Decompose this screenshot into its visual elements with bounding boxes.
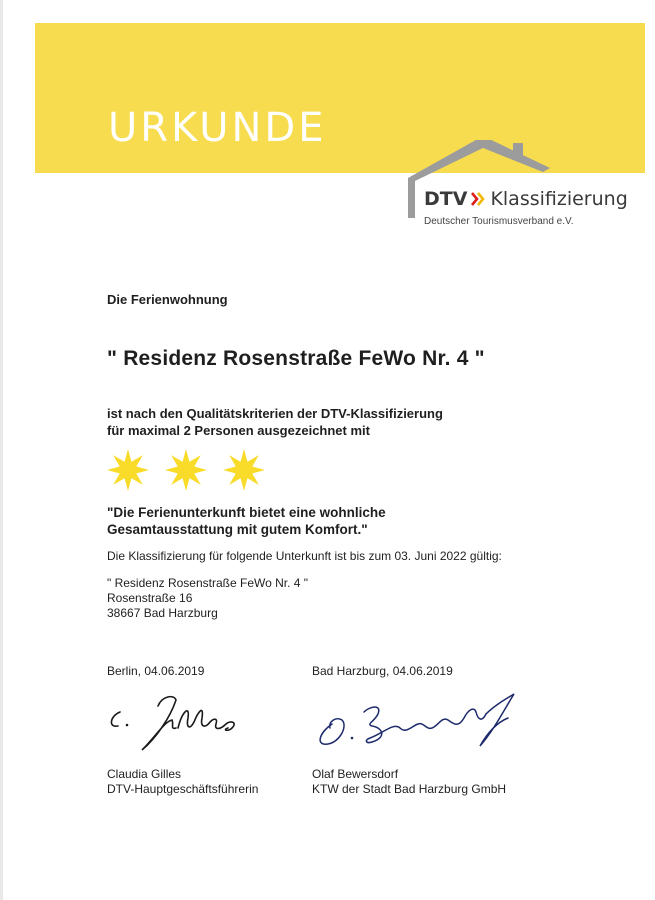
address-name: " Residenz Rosenstraße FeWo Nr. 4 " [107, 576, 309, 590]
scan-edge [0, 0, 3, 900]
star-rating [106, 448, 266, 492]
criteria-text [107, 405, 443, 439]
signer-bewersdorf [312, 767, 506, 797]
star-icon [222, 448, 266, 492]
chevrons-icon [470, 191, 486, 207]
signer-name: Olaf Bewersdorf [312, 767, 399, 781]
property-address [107, 576, 308, 621]
signature-bewersdorf [308, 688, 528, 758]
star-icon [164, 448, 208, 492]
address-street: Rosenstraße 16 [107, 591, 193, 605]
star-icon [106, 448, 150, 492]
rating-quote [107, 504, 386, 538]
place-date-bad-harzburg: Bad Harzburg, 04.06.2019 [312, 664, 453, 678]
signature-gilles [100, 692, 250, 762]
property-name: " Residenz Rosenstraße FeWo Nr. 4 " [107, 347, 485, 370]
signer-gilles [107, 767, 258, 797]
place-date-berlin: Berlin, 04.06.2019 [107, 664, 205, 678]
signer-name: Claudia Gilles [107, 767, 182, 781]
quote-line-1: "Die Ferienunterkunft bietet eine wohnliche [107, 505, 386, 520]
certificate-title: URKUNDE [108, 105, 327, 151]
quote-line-2: Gesamtausstattung mit gutem Komfort." [107, 522, 368, 537]
validity-text: Die Klassifizierung für folgende Unterkunft ist bis zum 03. Juni 2022 gültig: [107, 549, 502, 563]
logo-label: Klassifizierung [490, 188, 628, 210]
address-city: 38667 Bad Harzburg [107, 606, 218, 620]
signer-role: DTV-Hauptgeschäftsführerin [107, 782, 259, 796]
signer-role: KTW der Stadt Bad Harzburg GmbH [312, 782, 507, 796]
logo-brand: DTV [424, 188, 468, 210]
criteria-line-1: ist nach den Qualitätskriterien der DTV-Klassifizierung [107, 406, 443, 421]
dtv-logo [405, 140, 635, 235]
criteria-line-2: für maximal 2 Personen ausgezeichnet mit [107, 423, 370, 438]
logo-subtitle: Deutscher Tourismusverband e.V. [424, 216, 574, 227]
intro-text: Die Ferienwohnung [107, 292, 228, 307]
